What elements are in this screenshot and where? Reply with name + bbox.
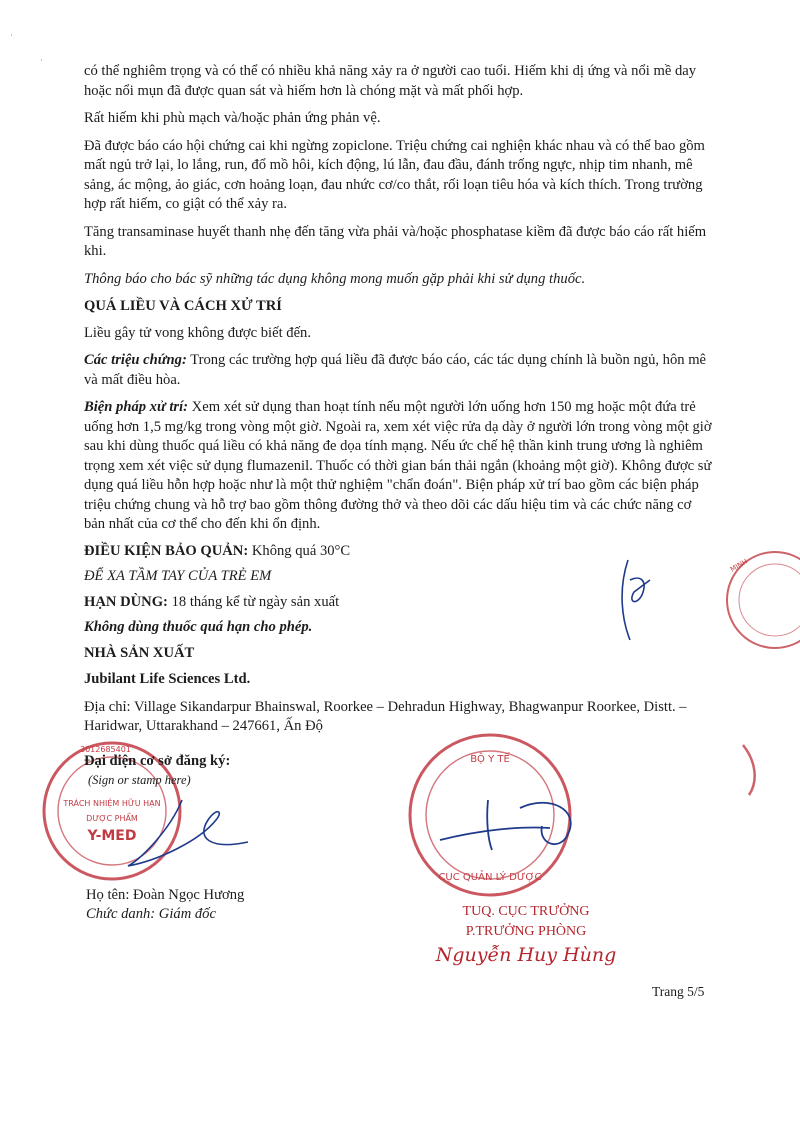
sign-hint: (Sign or stamp here) [88,773,191,787]
authority-line1: TUQ. CỤC TRƯỞNG [462,904,590,919]
ministry-stamp-bottom: CỤC QUẢN LÝ DƯỢC [438,872,542,883]
authority-block [416,902,636,968]
storage-text: Không quá 30°C [248,542,351,559]
ministry-stamp-top: BỘ Y TẾ [470,754,510,765]
registrant-label: Đại diện cơ sở đăng ký: [84,753,231,769]
margin-stamp [600,540,800,660]
signer-name: Họ tên: Đoàn Ngọc Hương [86,887,245,903]
symptoms-label: Các triệu chứng: [84,352,187,368]
treatment-text: Xem xét sử dụng than hoạt tính nếu một người lớn uống hơn 150 mg hoặc một đứa trẻ uống hơn 1,5 mg/kg trong vòng một giờ. Ngoài ra, xem xét việc rửa dạ dày ở người lớn trong vòng một giờ sau khi dùng thuốc quá liều có khả năng đe dọa tính mạng. Nếu ức chế hệ thần kinh trung ương là nghiêm trọng xem xét việc sử dụng flumazenil. Thuốc có thời gian bán thải ngắn (khoảng một giờ). Không được sử dụng quá liều hỗn hợp hoặc như là một thử nghiệm "chẩn đoán". Biện pháp xử trí bao gồm các biện pháp triệu chứng chung và hỗ trợ bao gồm thông đường thở và theo dõi các dấu hiệu tim và các chức năng cơ bản nhất của cơ thể cho đến khi ổn định. [84,399,712,532]
notice-paragraph: Thông báo cho bác sỹ những tác dụng không mong muốn gặp phải khi sử dụng thuốc. [84,270,586,287]
overdose-heading: QUÁ LIỀU VÀ CÁCH XỬ TRÍ [84,298,282,314]
registrant-block [84,752,230,790]
treatment-paragraph [84,398,716,535]
scan-speck: · [10,30,13,40]
paragraph: có thể nghiêm trọng và có thể có nhiều khả năng xảy ra ở người cao tuổi. Hiếm khi dị ứng và nổi mề day hoặc nổi mụn đã được quan sát và hiếm hơn là chóng mặt và mất phối hợp. [84,63,697,99]
paragraph: Tăng transaminase huyết thanh nhẹ đến tăng vừa phải và/hoặc phosphatase kiềm đã được báo cáo rất hiếm khi. [84,223,707,259]
shelf-label: HẠN DÙNG: [84,593,168,610]
paragraph: Đã được báo cáo hội chứng cai khi ngừng zopiclone. Triệu chứng cai nghiện khác nhau và có thể bao gồm mất ngủ trở lại, lo lắng, run, đổ mồ hôi, kích động, lú lẫn, đau đầu, đánh trống ngực, nhịp tim nhanh, mê sảng, ác mộng, ảo giác, cơn hoảng loạn, đau nhức cơ/co thắt, rối loạn tiêu hóa và kích thích. Trong trường hợp rất hiếm, co giật có thể xảy ra. [84,137,705,212]
signer-info [86,886,244,924]
manufacturer-address: Địa chỉ: Village Sikandarpur Bhainswal, Roorkee – Dehradun Highway, Bhagwanpur Roorkee, Distt. – Haridwar, Uttarakhand – 247661, Ấn Độ [84,698,687,734]
company-stamp-line: DƯỢC PHẨM [86,814,138,823]
children-warning: ĐỂ XA TẦM TAY CỦA TRẺ EM [84,568,272,584]
paragraph: Rất hiếm khi phù mạch và/hoặc phản ứng phản vệ. [84,110,381,126]
red-mark [735,740,775,800]
ministry-stamp [400,730,600,905]
scan-speck: · [40,55,43,65]
authority-name: Nguyễn Huy Hùng [435,944,617,966]
authority-line2: P.TRƯỞNG PHÒNG [465,924,587,939]
expiry-warning: Không dùng thuốc quá hạn cho phép. [84,619,313,635]
company-stamp-line: TRÁCH NHIỆM HỮU HẠN [63,799,161,808]
shelf-text: 18 tháng kể từ ngày sản xuất [167,593,340,610]
paragraph: Liều gây tử vong không được biết đến. [84,324,311,341]
manufacturer-name: Jubilant Life Sciences Ltd. [84,671,251,687]
registrant-signature [120,780,260,880]
page-number: Trang 5/5 [652,984,705,999]
company-stamp-name: Y-MED [87,828,137,844]
treatment-label: Biện pháp xử trí: [84,399,189,415]
symptoms-text: Trong các trường hợp quá liều đã được báo cáo, các tác dụng chính là buồn ngủ, hôn mê và mất điều hòa. [84,352,707,388]
symptoms-paragraph [84,351,716,390]
company-stamp-top: 3012685401 [80,745,131,754]
signer-title: Chức danh: Giám đốc [86,906,216,922]
storage-label: ĐIỀU KIỆN BẢO QUẢN: [84,542,249,559]
svg-text:MINH: MINH [729,557,750,574]
manufacturer-heading: NHÀ SẢN XUẤT [84,644,195,661]
